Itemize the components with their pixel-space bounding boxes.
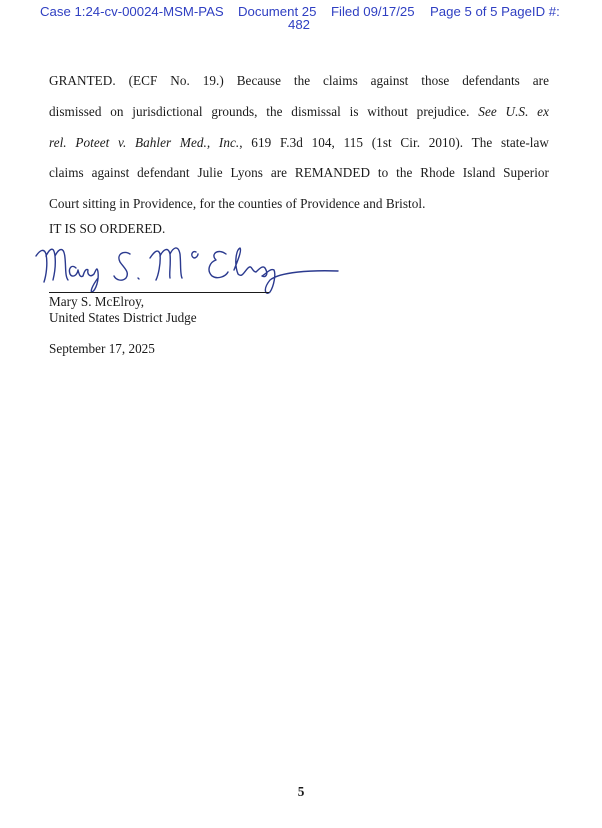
judge-name: Mary S. McElroy,	[49, 294, 145, 309]
judge-title: United States District Judge	[49, 310, 197, 325]
body-paragraph	[49, 66, 549, 220]
so-ordered: IT IS SO ORDERED.	[49, 221, 166, 236]
body-text: , 619 F.3d 104, 115 (1st Cir. 2010). The state-law	[239, 134, 549, 150]
body-line	[49, 128, 549, 159]
signature-line	[49, 292, 269, 293]
filed-date: Filed 09/17/25	[331, 4, 415, 19]
body-line: GRANTED. (ECF No. 19.) Because the claims against those defendants are	[49, 73, 549, 88]
case-number: Case 1:24-cv-00024-MSM-PAS	[40, 4, 224, 19]
judge-block	[49, 294, 197, 326]
body-line: claims against defendant Julie Lyons are REMANDED to the Rhode Island Superior	[49, 165, 549, 181]
page-info: Page 5 of 5 PageID #:	[430, 4, 560, 19]
page-id-number: 482	[288, 17, 311, 32]
order-date: September 17, 2025	[49, 341, 155, 356]
body-line: Court sitting in Providence, for the counties of Providence and Bristol.	[49, 196, 426, 212]
citation-case-name: rel. Poteet v. Bahler Med., Inc.	[49, 134, 240, 150]
page-number: 5	[297, 784, 305, 799]
document-number: Document 25	[238, 4, 317, 19]
body-text: dismissed on jurisdictional grounds, the dismissal is without prejudice.	[49, 103, 479, 119]
citation-signal: See U.S. ex	[478, 103, 549, 119]
body-line	[49, 97, 549, 128]
